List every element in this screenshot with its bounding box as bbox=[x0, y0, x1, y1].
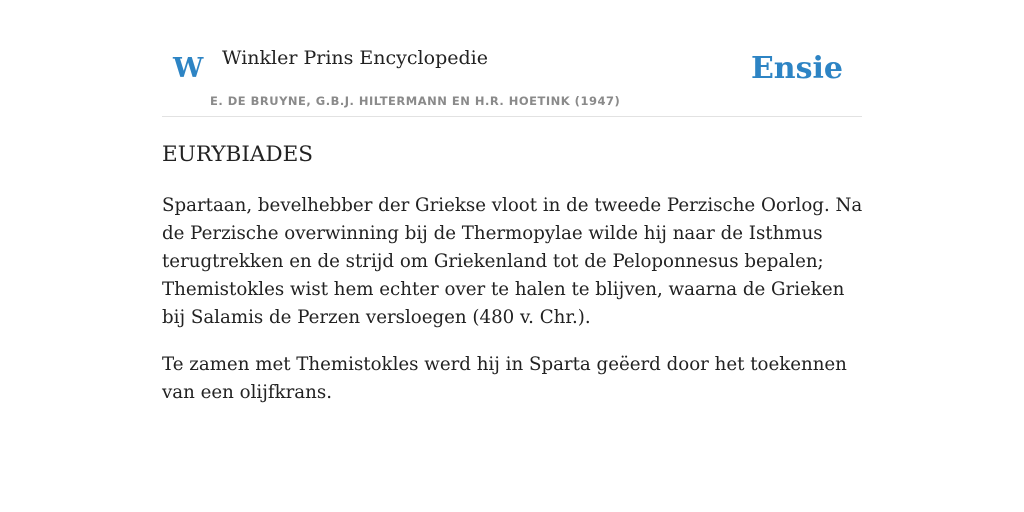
brand-logo[interactable]: Ensie bbox=[750, 51, 843, 86]
source-title[interactable]: Winkler Prins Encyclopedie bbox=[222, 47, 488, 69]
entry-title: EURYBIADES bbox=[162, 142, 314, 167]
source-logo[interactable]: W bbox=[173, 53, 204, 84]
source-authors: E. DE BRUYNE, G.B.J. HILTERMANN EN H.R. HOETINK (1947) bbox=[210, 94, 621, 108]
entry-paragraph: Te zamen met Themistokles werd hij in Sparta geëerd door het toekennen van een olijfkrans. bbox=[162, 354, 847, 403]
source-header bbox=[162, 0, 862, 117]
entry-body bbox=[162, 192, 864, 426]
page-container bbox=[162, 0, 863, 403]
entry-paragraph: Spartaan, bevelhebber der Griekse vloot in de tweede Perzische Oorlog. Na de Perzische overwinning bij de Thermopylae wilde hij naar de Isthmus terugtrekken en de strijd om Griekenland tot de Peloponnesus bepalen; Themistokles wist hem echter over te halen te blijven, waarna de Grieken bij Salamis de Perzen versloegen (480 v. Chr.). bbox=[162, 195, 863, 328]
